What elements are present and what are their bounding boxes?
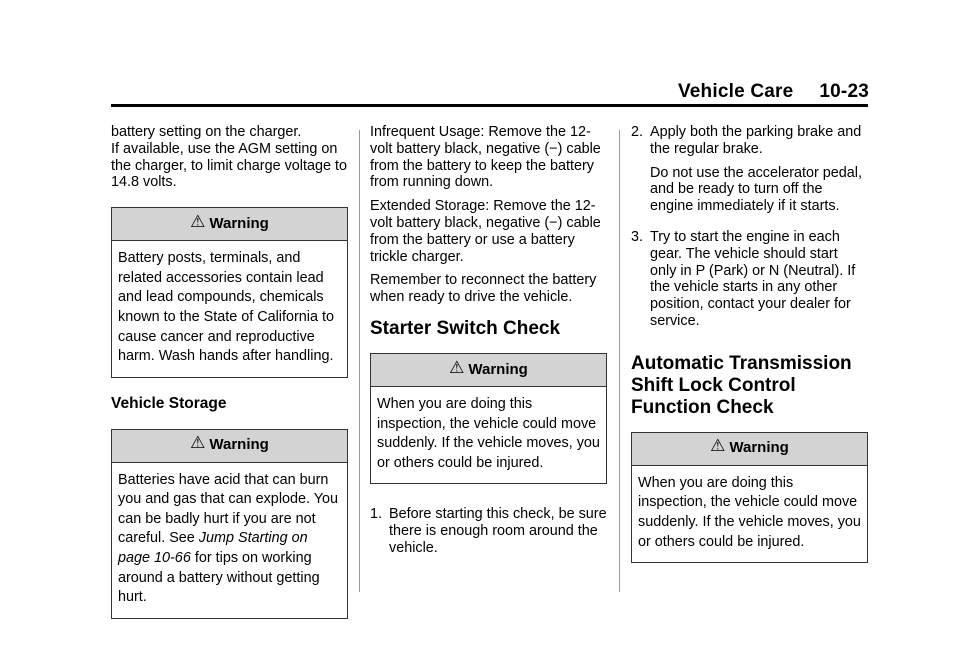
- warning-body: When you are doing this inspection, the vehicle could move suddenly. If the vehicle moves, you or others could be injured.: [377, 395, 600, 471]
- page-number: 10-23: [819, 81, 869, 102]
- warning-header: ⚠ Warning: [112, 430, 347, 463]
- battery-lead-warning: [111, 207, 348, 378]
- jump-starting-link[interactable]: Jump Starting on page 10-66: [118, 530, 308, 566]
- column-divider-1: [359, 130, 360, 592]
- reconnect-paragraph: Remember to reconnect the battery when ready to drive the vehicle.: [370, 272, 597, 306]
- warning-header: ⚠ Warning: [632, 433, 867, 466]
- column-divider-2: [619, 130, 620, 592]
- warning-body: Battery posts, terminals, and related accessories contain lead and lead compounds, chemicals known to the State of California to cause cancer and reproductive harm. Wash hands after handling.: [118, 250, 334, 365]
- warning-header: ⚠ Warning: [371, 354, 606, 387]
- warning-body: Batteries have acid that can burn you and gas that can explode. You can be badly hurt if you are not careful. See Jump Starting on page 10-66 for tips on working around a battery without getting hurt.: [118, 471, 339, 606]
- warning-body: When you are doing this inspection, the vehicle could move suddenly. If the vehicle moves, you or others could be injured.: [638, 474, 861, 550]
- warning-header: ⚠ Warning: [112, 208, 347, 241]
- warning-triangle-icon: ⚠: [710, 436, 726, 456]
- infrequent-usage-paragraph: Infrequent Usage: Remove the 12-volt battery black, negative (−) cable from the battery to keep the battery from running down.: [370, 124, 601, 191]
- vehicle-storage-heading: Vehicle Storage: [111, 394, 227, 412]
- warning-triangle-icon: ⚠: [449, 357, 465, 377]
- shift-lock-check-heading: Automatic Transmission Shift Lock Control Function Check: [631, 352, 852, 418]
- warning-triangle-icon: ⚠: [190, 211, 206, 231]
- step-2: 2. Apply both the parking brake and the regular brake. Do not use the accelerator pedal, and be ready to turn off the engine immediately if it starts.: [631, 124, 862, 215]
- page-header: [678, 81, 869, 103]
- column-3: [631, 124, 868, 581]
- extended-storage-paragraph: Extended Storage: Remove the 12-volt battery black, negative (−) cable from the battery or use a battery trickle charger.: [370, 198, 601, 265]
- battery-acid-warning: [111, 429, 348, 619]
- intro-line: battery setting on the charger. If available, use the AGM setting on the charger, to limit charge voltage to 14.8 volts.: [111, 124, 347, 191]
- column-2: [370, 124, 607, 564]
- step-1: 1. Before starting this check, be sure there is enough room around the vehicle.: [370, 506, 607, 556]
- column-1: [111, 124, 348, 637]
- step-3: 3. Try to start the engine in each gear. The vehicle should start only in P (Park) or N (Neutral). If the vehicle starts in any other position, contact your dealer for service.: [631, 228, 856, 329]
- chapter-title: Vehicle Care: [677, 81, 794, 102]
- header-rule: [111, 104, 868, 107]
- starter-check-warning: [370, 353, 607, 484]
- starter-switch-check-heading: Starter Switch Check: [370, 317, 561, 339]
- warning-triangle-icon: ⚠: [190, 433, 206, 453]
- shift-lock-warning: [631, 432, 868, 563]
